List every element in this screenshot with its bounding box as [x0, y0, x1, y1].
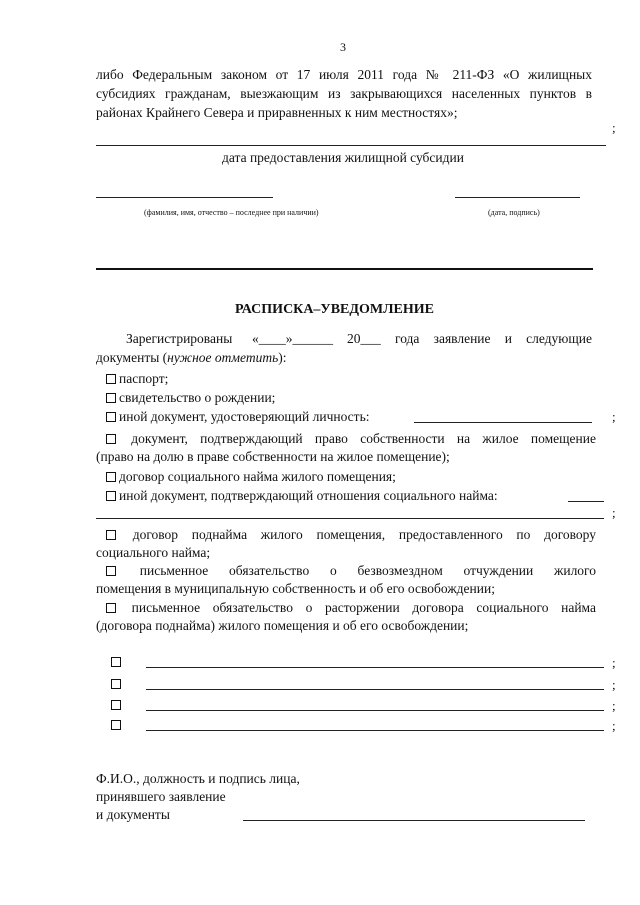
semicolon: ; — [612, 120, 616, 135]
subsidy-date-label: дата предоставления жилищной субсидии — [222, 150, 464, 165]
item-social-other: иной документ, подтверждающий отношения социального найма: — [106, 488, 498, 504]
date-caption: (дата, подпись) — [488, 208, 540, 217]
intro-line-3: районах Крайнего Севера и приравненных к ним местностях»; — [96, 105, 458, 120]
checkbox[interactable] — [106, 374, 116, 384]
checkbox[interactable] — [106, 530, 116, 540]
checkbox[interactable] — [106, 412, 116, 422]
item-sublease-line-2: социального найма; — [96, 545, 211, 560]
blank-line — [146, 667, 604, 668]
semicolon: ; — [612, 655, 616, 670]
signature-label-2: принявшего заявление — [96, 789, 226, 804]
item-sublease: договор поднайма жилого помещения, предоставленного по договору — [106, 527, 596, 543]
separator-line — [96, 268, 593, 270]
checkbox[interactable] — [106, 603, 116, 613]
checkbox[interactable] — [106, 491, 116, 501]
registered-word: Зарегистрированы — [126, 331, 233, 346]
fio-line — [96, 197, 273, 198]
registered-date-blank: «____»______ — [252, 331, 333, 346]
item-ownership: документ, подтверждающий право собственности на жилое помещение — [106, 431, 596, 447]
social-other-line — [568, 501, 604, 502]
blank-line — [146, 689, 604, 690]
checkbox[interactable] — [111, 700, 121, 710]
checkbox[interactable] — [111, 657, 121, 667]
signature-line — [243, 820, 585, 821]
registered-line-2: документы (нужное отметить): — [96, 350, 287, 365]
checkbox[interactable] — [106, 566, 116, 576]
signature-label-1: Ф.И.О., должность и подпись лица, — [96, 771, 300, 786]
registered-year: 20___ — [347, 331, 381, 346]
subsidy-date-line — [96, 145, 606, 146]
social-other-line-2 — [96, 518, 604, 519]
fio-caption: (фамилия, имя, отчество – последнее при наличии) — [144, 208, 319, 217]
semicolon: ; — [612, 698, 616, 713]
registered-tail: года заявление и следующие — [395, 331, 592, 346]
semicolon: ; — [612, 677, 616, 692]
item-gratuit-line-2: помещения в муниципальную собственность и об его освобождении; — [96, 581, 495, 596]
intro-line-1: либо Федеральным законом от 17 июля 2011 года № 211-ФЗ «О жилищных — [96, 67, 592, 82]
item-social: договор социального найма жилого помещения; — [106, 469, 396, 485]
semicolon: ; — [612, 409, 616, 424]
date-line — [455, 197, 580, 198]
signature-label-3: и документы — [96, 807, 170, 822]
checkbox[interactable] — [106, 434, 116, 444]
page-number: 3 — [340, 40, 346, 54]
other-id-line — [414, 422, 592, 423]
semicolon: ; — [612, 718, 616, 733]
checkbox[interactable] — [111, 720, 121, 730]
checkbox[interactable] — [111, 679, 121, 689]
intro-line-2: субсидиях гражданам, выезжающим из закрывающихся населенных пунктов в — [96, 86, 592, 101]
item-ownership-line-2: (право на долю в праве собственности на жилое помещение); — [96, 449, 450, 464]
page-title: РАСПИСКА–УВЕДОМЛЕНИЕ — [235, 302, 435, 317]
item-birth: свидетельство о рождении; — [106, 390, 275, 406]
item-terminate-line-2: (договора поднайма) жилого помещения и об его освобождении; — [96, 618, 469, 633]
item-other-id: иной документ, удостоверяющий личность: — [106, 409, 369, 425]
item-terminate: письменное обязательство о расторжении договора социального найма — [106, 600, 596, 616]
item-gratuit: письменное обязательство о безвозмездном отчуждении жилого — [106, 563, 596, 579]
blank-line — [146, 710, 604, 711]
item-passport: паспорт; — [106, 371, 168, 387]
blank-line — [146, 730, 604, 731]
checkbox[interactable] — [106, 472, 116, 482]
checkbox[interactable] — [106, 393, 116, 403]
semicolon: ; — [612, 505, 616, 520]
